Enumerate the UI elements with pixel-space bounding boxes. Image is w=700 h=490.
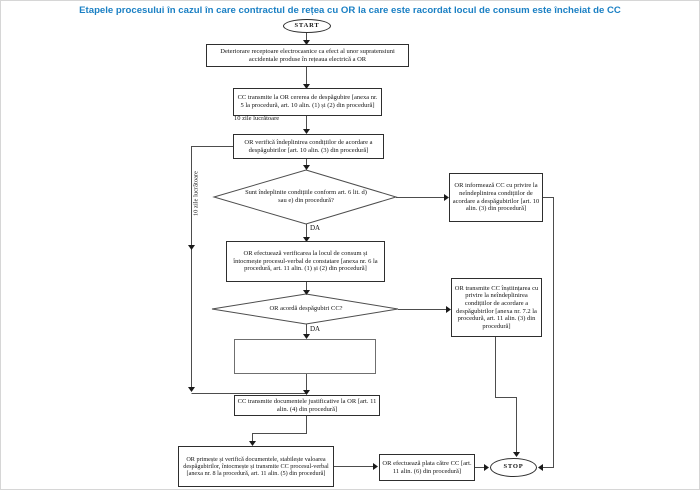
process-send-documents: CC transmite documentele justificative la OR [art. 11 alin. (4) din procedură] <box>234 395 380 416</box>
page-title: Etapele procesului în cazul în care contractul de rețea cu OR la care este racordat locul de consum este încheiat de CC <box>79 5 621 16</box>
process-claim-request: CC transmite la OR cererea de despăgubire [anexa nr. 5 la procedură, art. 10 alin. (1) și (2) din procedură] <box>233 88 382 116</box>
process-damage-event: Deteriorare receptoare electrocasnice ca efect al unor supratensiuni accidentale produse în rețeaua electrică a OR <box>206 44 409 67</box>
process-inform-not-met: OR informează CC cu privire la neîndeplinirea condițiilor de acordare a despăgubirilor [art. 10 alin. (3) din procedură] <box>449 173 543 222</box>
start-terminator: START <box>283 19 331 33</box>
process-receive-verify-documents: OR primește și verifică documentele, stabilește valoarea despăgubirilor, întocmește și transmite CC procesul-verbal [anexa nr. 8 la procedură, art. 11 alin. (5) din procedură] <box>178 446 334 487</box>
deadline-label-side: 10 zile lucrătoare <box>192 170 200 217</box>
decision-grant-compensation: OR acordă despăgubiri CC? <box>269 304 343 312</box>
process-verify-conditions: OR verifică îndeplinirea condițiilor de acordare a despăgubirilor [art. 10 alin. (3) din procedură] <box>233 134 384 159</box>
yes-label-1: DA <box>310 224 321 232</box>
deadline-label-top: 10 zile lucrătoare <box>234 115 280 122</box>
process-payment: OR efectuează plata către CC [art. 11 alin. (6) din procedură] <box>379 454 475 481</box>
stop-terminator: STOP <box>490 458 537 477</box>
process-empty-step <box>234 339 376 374</box>
yes-label-2: DA <box>310 325 321 333</box>
decision-conditions-met: Sunt îndeplinite condițiile conform art. 6 lit. d) sau e) din procedură? <box>245 188 367 204</box>
process-site-verification: OR efectuează verificarea la locul de consum și întocmește procesul-verbal de constatare [anexa nr. 6 la procedură, art. 11 alin. (1) și (2) din procedură] <box>226 241 385 282</box>
process-notice-not-met: OR transmite CC înștiințarea cu privire la neîndeplinirea condițiilor de acordare a despăgubirilor [anexa nr. 7.2 la procedură, art. 11 alin. (3) din procedură] <box>451 278 542 337</box>
